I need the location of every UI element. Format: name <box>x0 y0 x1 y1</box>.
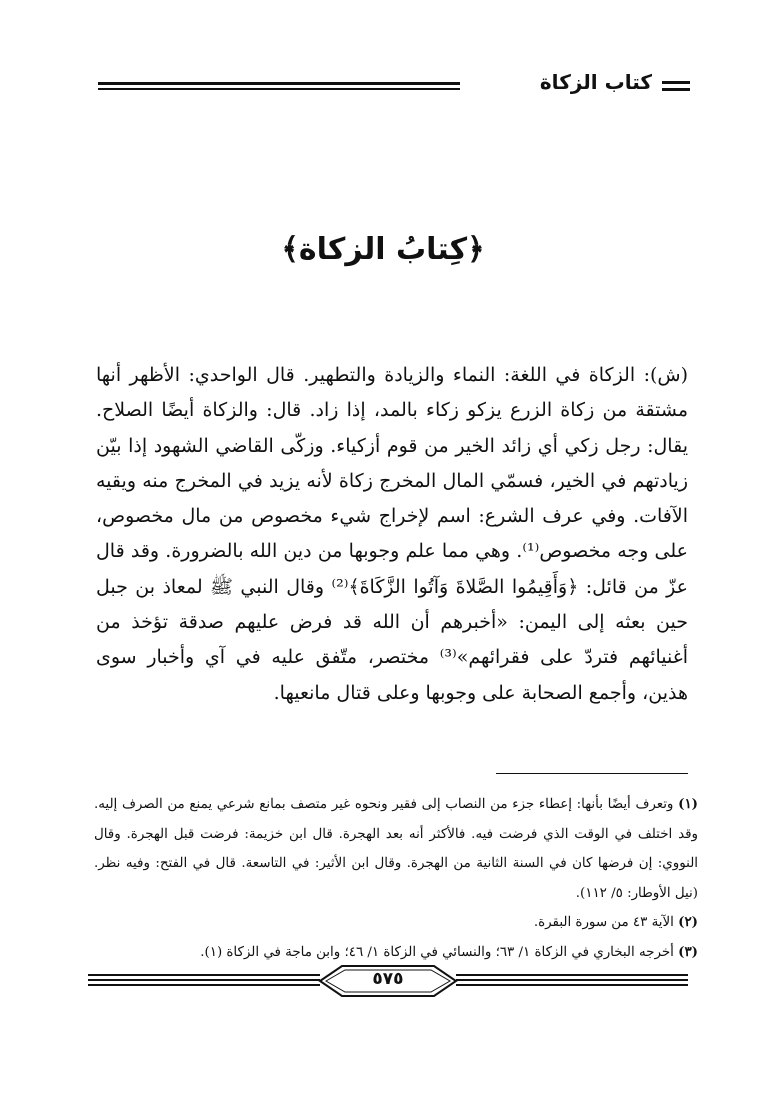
body-paragraph: (ش): الزكاة في اللغة: النماء والزيادة والتطهير. قال الواحدي: الأظهر أنها مشتقة من زكاة الزرع يزكو زكاء بالمد، إذا زاد. قال: والزكاة أيضًا الصلاح. يقال: رجل زكي أي زائد الخير من قوم أزكياء. وزكّى القاضي الشهود إذا بيّن زيادتهم في الخير، فسمّي المال المخرج زكاة لأنه يزيد في المخرج منه ويقيه الآفات. وفي عرف الشرع: اسم لإخراج شيء مخصوص من مال مخصوص، على وجه مخصوص⁽¹⁾. وهي مما علم وجوبها من دين الله بالضرورة. وقد قال عزّ من قائل: ﴿وَأَقِيمُوا الصَّلاةَ وَآتُوا الزَّكَاةَ﴾⁽²⁾ وقال النبي ﷺ لمعاذ بن جبل حين بعثه إلى اليمن: «أخبرهم أن الله قد فرض عليهم صدقة تؤخذ من أغنيائهم فتردّ على فقرائهم»⁽³⁾ مختصر، متّفق عليه في آي وأخبار سوى هذين، وأجمع الصحابة على وجوبها وعلى قتال مانعيها. <box>96 364 688 704</box>
footnotes <box>94 790 698 967</box>
footer-rule <box>88 984 320 986</box>
footnote-separator <box>496 773 688 774</box>
page-footer <box>88 960 688 1002</box>
footnote-2-number: (٢) <box>678 914 698 930</box>
footnote-2-text: الآية ٤٣ من سورة البقرة. <box>533 915 674 930</box>
footnote-1 <box>94 790 698 908</box>
page-number: ٥٧٥ <box>372 969 404 989</box>
footer-rule <box>456 979 688 981</box>
footnote-2 <box>94 908 698 938</box>
header-title: كتاب الزكاة <box>539 70 652 94</box>
footnote-1-number: (١) <box>678 796 698 812</box>
footnote-3-number: (٣) <box>678 943 698 960</box>
header-mark <box>662 81 690 91</box>
footer-rule <box>456 984 688 986</box>
header-rule-bottom <box>98 88 460 90</box>
header-rule-top <box>98 82 460 85</box>
body-text <box>96 358 688 711</box>
footer-rule <box>456 974 688 976</box>
chapter-title: ﴿كِتابُ الزكاة﴾ <box>281 232 485 267</box>
running-header <box>98 66 692 100</box>
footer-rule <box>88 974 320 976</box>
footnote-1-text: وتعرف أيضًا بأنها: إعطاء جزء من النصاب إلى فقير ونحوه غير متصف بمانع شرعي يمنع من الصرف إليه. وقد اختلف في الوقت الذي فرضت فيه. فالأكثر أنه بعد الهجرة. قال ابن خزيمة: فرضت قبل الهجرة. وقال النووي: إن فرضها كان في السنة الثانية من الهجرة. وقال ابن الأثير: في التاسعة. قال في الفتح: وفيه نظر. (نيل الأوطار: ٥/ ١١٢). <box>94 797 698 901</box>
footer-rule <box>88 979 320 981</box>
footnote-3-text: أخرجه البخاري في الزكاة ١/ ٦٣؛ والنسائي في الزكاة ١/ ٤٦؛ وابن ماجة في الزكاة (١). <box>200 944 674 960</box>
